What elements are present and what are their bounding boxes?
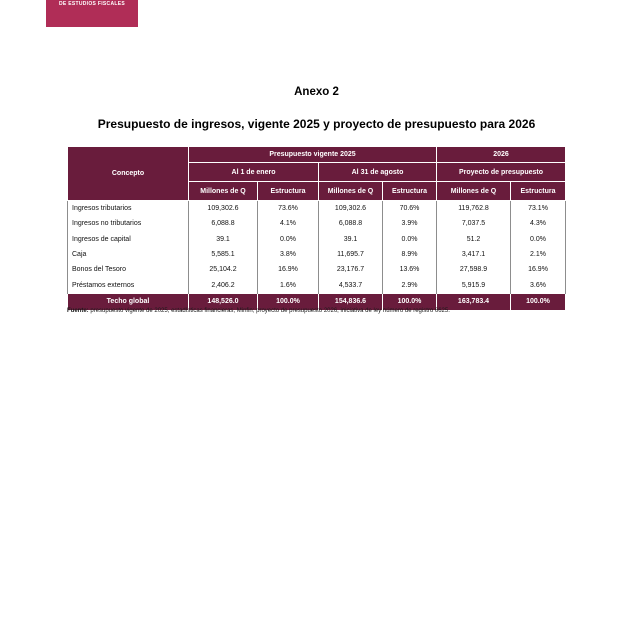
table-row [68, 201, 566, 217]
total-value: 163,783.4 [437, 293, 511, 310]
header-col-estructura-3: Estructura [511, 182, 566, 201]
value-cell: 0.0% [511, 232, 566, 247]
value-cell: 13.6% [383, 262, 437, 277]
header-group-2025: Presupuesto vigente 2025 [189, 147, 437, 163]
value-cell: 23,176.7 [319, 262, 383, 277]
value-cell: 2.1% [511, 247, 566, 262]
concept-cell: Ingresos de capital [68, 232, 189, 247]
total-value: 154,836.6 [319, 293, 383, 310]
table-row [68, 277, 566, 293]
concept-cell: Ingresos no tributarios [68, 216, 189, 231]
value-cell: 39.1 [189, 232, 258, 247]
value-cell: 119,762.8 [437, 201, 511, 217]
org-logo-text: DE ESTUDIOS FISCALES [58, 1, 125, 7]
header-group-2026: 2026 [437, 147, 566, 163]
org-logo [46, 0, 138, 27]
total-label: Techo global [68, 293, 189, 310]
header-col-estructura-2: Estructura [383, 182, 437, 201]
value-cell: 2.9% [383, 277, 437, 293]
value-cell: 5,585.1 [189, 247, 258, 262]
value-cell: 5,915.9 [437, 277, 511, 293]
value-cell: 6,088.8 [319, 216, 383, 231]
value-cell: 0.0% [383, 232, 437, 247]
header-group-row [68, 147, 566, 163]
value-cell: 7,037.5 [437, 216, 511, 231]
value-cell: 3.9% [383, 216, 437, 231]
table-row [68, 232, 566, 247]
value-cell: 109,302.6 [319, 201, 383, 217]
header-col-estructura-1: Estructura [258, 182, 319, 201]
page-title: Anexo 2 [294, 86, 339, 98]
header-concepto: Concepto [68, 147, 189, 201]
value-cell: 0.0% [258, 232, 319, 247]
value-cell: 3,417.1 [437, 247, 511, 262]
total-value: 100.0% [511, 293, 566, 310]
value-cell: 70.6% [383, 201, 437, 217]
value-cell: 4,533.7 [319, 277, 383, 293]
value-cell: 109,302.6 [189, 201, 258, 217]
total-value: 100.0% [383, 293, 437, 310]
page-subtitle: Presupuesto de ingresos, vigente 2025 y proyecto de presupuesto para 2026 [97, 117, 536, 131]
concept-cell: Bonos del Tesoro [68, 262, 189, 277]
value-cell: 27,598.9 [437, 262, 511, 277]
table-row [68, 262, 566, 277]
header-sub-agosto: Al 31 de agosto [319, 163, 437, 182]
value-cell: 39.1 [319, 232, 383, 247]
value-cell: 73.6% [258, 201, 319, 217]
value-cell: 25,104.2 [189, 262, 258, 277]
concept-cell: Préstamos externos [68, 277, 189, 293]
value-cell: 16.9% [511, 262, 566, 277]
source-note [67, 307, 565, 315]
value-cell: 51.2 [437, 232, 511, 247]
header-col-millones-2: Millones de Q [319, 182, 383, 201]
table-row [68, 247, 566, 262]
total-value: 100.0% [258, 293, 319, 310]
value-cell: 8.9% [383, 247, 437, 262]
value-cell: 4.1% [258, 216, 319, 231]
value-cell: 3.6% [511, 277, 566, 293]
source-text: presupuesto vigente de 2025, estadísticas financieras, Minfin; proyecto de presupuesto 2026, iniciativa de ley número de registro 6625. [88, 308, 450, 314]
table-row [68, 216, 566, 231]
header-sub-proyecto: Proyecto de presupuesto [437, 163, 566, 182]
concept-cell: Caja [68, 247, 189, 262]
budget-table-container [67, 146, 565, 311]
value-cell: 4.3% [511, 216, 566, 231]
value-cell: 73.1% [511, 201, 566, 217]
total-value: 148,526.0 [189, 293, 258, 310]
concept-cell: Ingresos tributarios [68, 201, 189, 217]
source-label: Fuente: [67, 308, 89, 314]
header-sub-enero: Al 1 de enero [189, 163, 319, 182]
header-col-millones-1: Millones de Q [189, 182, 258, 201]
value-cell: 6,088.8 [189, 216, 258, 231]
value-cell: 11,695.7 [319, 247, 383, 262]
value-cell: 16.9% [258, 262, 319, 277]
budget-table [67, 146, 566, 311]
value-cell: 3.8% [258, 247, 319, 262]
value-cell: 1.6% [258, 277, 319, 293]
value-cell: 2,406.2 [189, 277, 258, 293]
header-col-millones-3: Millones de Q [437, 182, 511, 201]
